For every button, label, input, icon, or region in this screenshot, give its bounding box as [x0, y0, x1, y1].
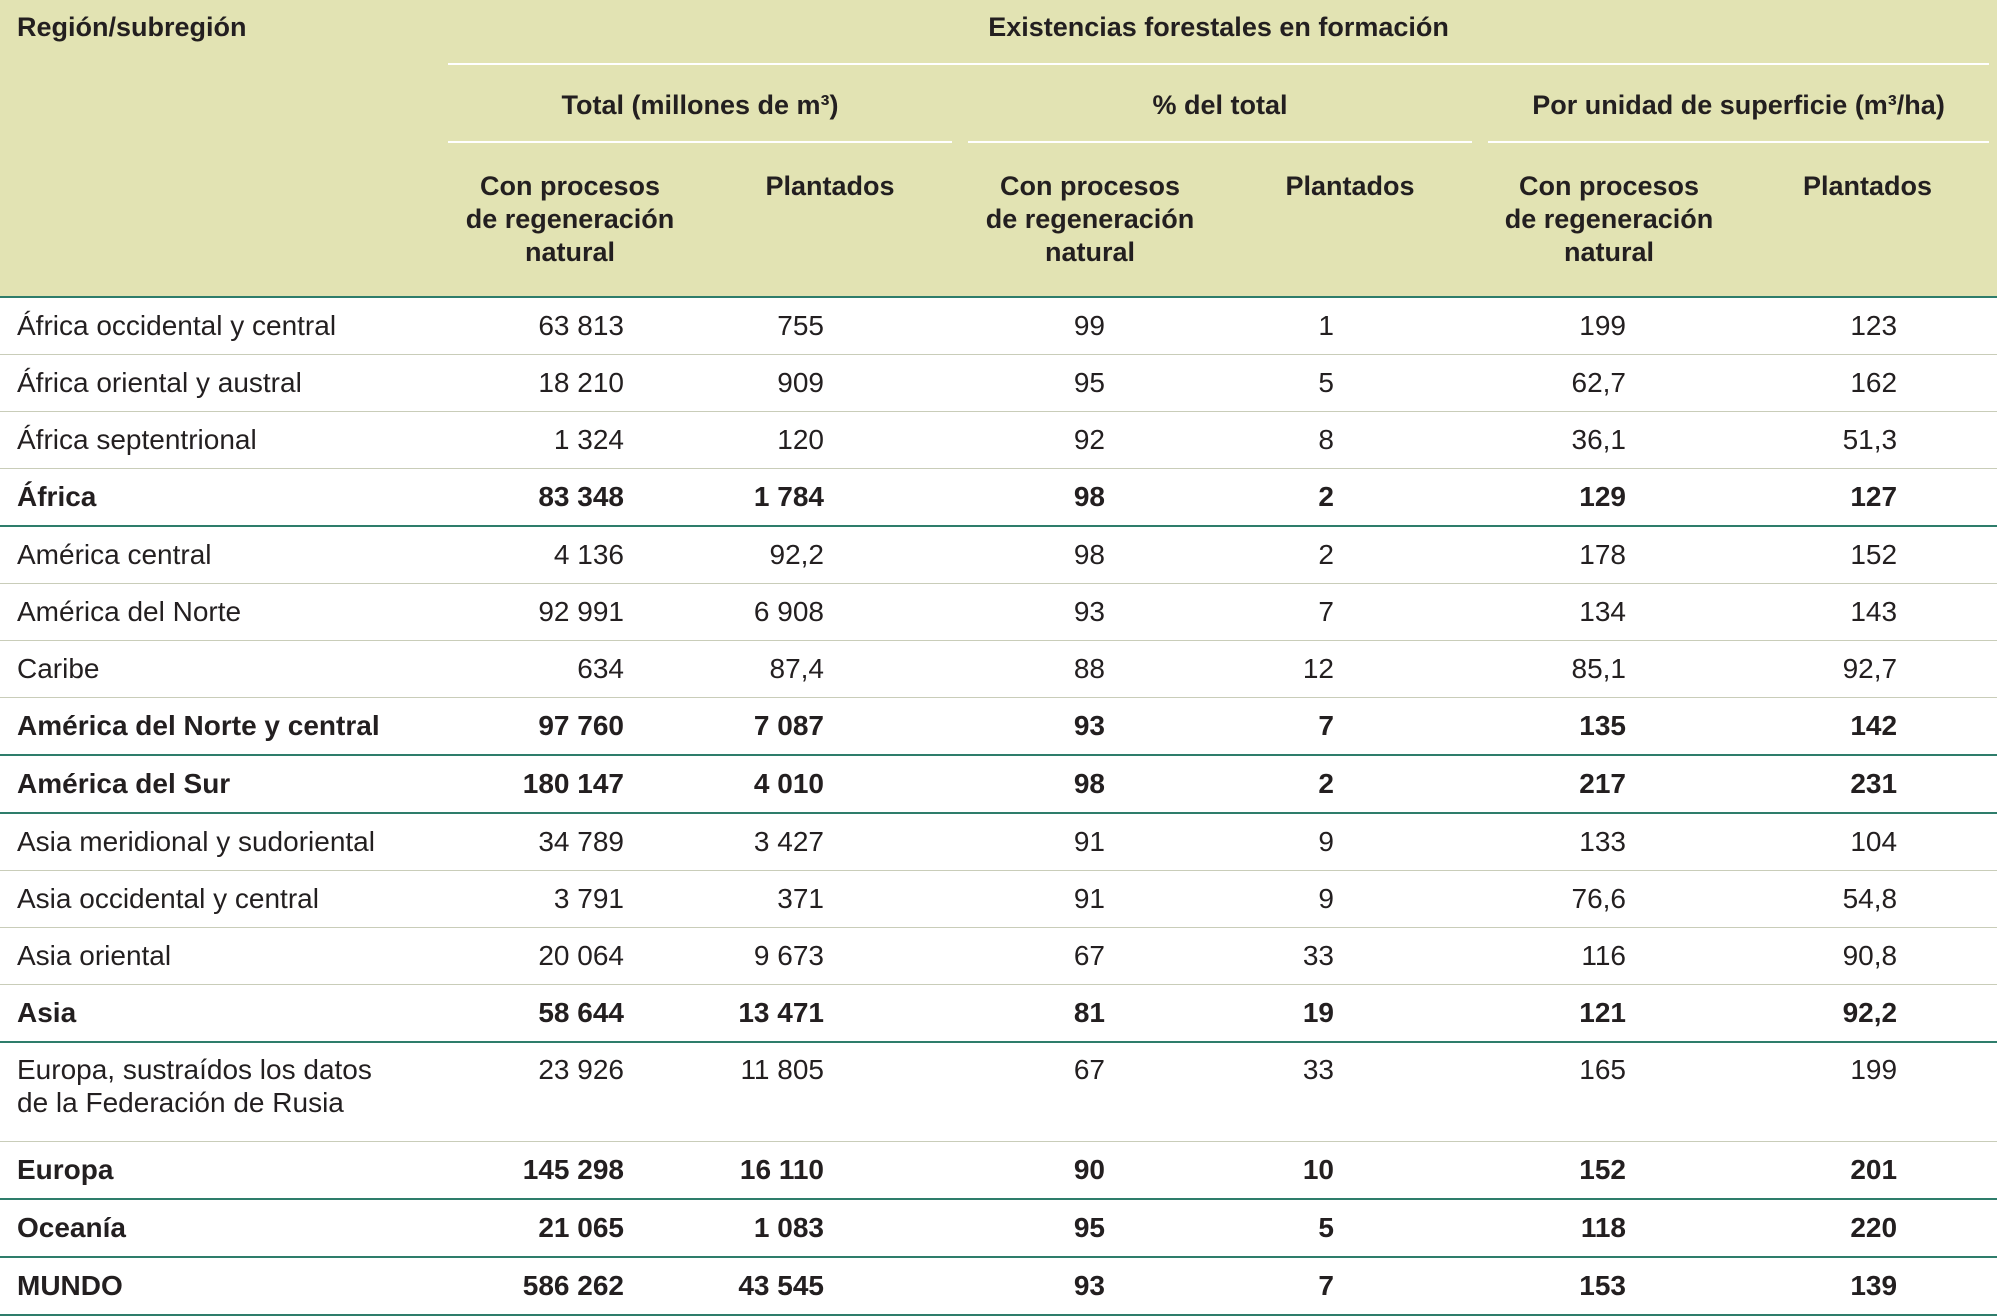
total-planted-cell: 16 110 [700, 1142, 960, 1200]
perha-planted-cell: 231 [1738, 755, 1997, 813]
total-planted-cell: 87,4 [700, 641, 960, 698]
subgroup-total-label: Total (millones de m³) [448, 90, 952, 143]
table-row [0, 355, 1997, 412]
perha-natural-cell: 199 [1480, 297, 1738, 355]
perha-natural-cell: 165 [1480, 1042, 1738, 1142]
pct-natural-cell: 99 [960, 297, 1220, 355]
total-row [0, 698, 1997, 756]
perha-planted-cell: 143 [1738, 584, 1997, 641]
pct-planted-cell: 9 [1220, 813, 1480, 871]
total-natural-cell: 18 210 [440, 355, 700, 412]
pct-planted-cell: 2 [1220, 526, 1480, 584]
subgroup-percent-label: % del total [968, 90, 1472, 143]
total-planted-cell: 1 083 [700, 1199, 960, 1257]
perha-planted-cell: 104 [1738, 813, 1997, 871]
pct-planted-cell: 5 [1220, 1199, 1480, 1257]
subgroup-per-hectare-label: Por unidad de superficie (m³/ha) [1488, 90, 1989, 143]
subgroup-per-hectare [1480, 76, 1997, 154]
perha-natural-cell: 217 [1480, 755, 1738, 813]
pct-natural-cell: 67 [960, 1042, 1220, 1142]
col-header-natural: Con procesos de regeneración natural [960, 154, 1220, 297]
pct-natural-cell: 95 [960, 1199, 1220, 1257]
pct-planted-cell: 19 [1220, 985, 1480, 1043]
region-name: Caribe [0, 641, 440, 698]
group-header [440, 0, 1997, 76]
pct-planted-cell: 8 [1220, 412, 1480, 469]
group-header-label: Existencias forestales en formación [448, 12, 1989, 65]
pct-planted-cell: 2 [1220, 469, 1480, 527]
region-name: América central [0, 526, 440, 584]
perha-planted-cell: 139 [1738, 1257, 1997, 1315]
table-row [0, 641, 1997, 698]
region-name: Asia occidental y central [0, 871, 440, 928]
perha-natural-cell: 133 [1480, 813, 1738, 871]
perha-planted-cell: 199 [1738, 1042, 1997, 1142]
pct-planted-cell: 33 [1220, 928, 1480, 985]
pct-planted-cell: 9 [1220, 871, 1480, 928]
perha-planted-cell: 162 [1738, 355, 1997, 412]
total-planted-cell: 9 673 [700, 928, 960, 985]
perha-planted-cell: 220 [1738, 1199, 1997, 1257]
total-natural-cell: 21 065 [440, 1199, 700, 1257]
pct-natural-cell: 90 [960, 1142, 1220, 1200]
region-name: América del Norte y central [0, 698, 440, 756]
table-body [0, 297, 1997, 1315]
perha-planted-cell: 54,8 [1738, 871, 1997, 928]
perha-natural-cell: 62,7 [1480, 355, 1738, 412]
total-planted-cell: 6 908 [700, 584, 960, 641]
perha-natural-cell: 152 [1480, 1142, 1738, 1200]
subgroup-total [440, 76, 960, 154]
region-name: África [0, 469, 440, 527]
table-row [0, 928, 1997, 985]
total-natural-cell: 63 813 [440, 297, 700, 355]
pct-natural-cell: 92 [960, 412, 1220, 469]
total-row [0, 1257, 1997, 1315]
region-name: Oceanía [0, 1199, 440, 1257]
header-spacer [0, 76, 440, 154]
pct-planted-cell: 2 [1220, 755, 1480, 813]
total-natural-cell: 20 064 [440, 928, 700, 985]
perha-natural-cell: 85,1 [1480, 641, 1738, 698]
region-name: África occidental y central [0, 297, 440, 355]
pct-planted-cell: 7 [1220, 584, 1480, 641]
pct-planted-cell: 10 [1220, 1142, 1480, 1200]
total-planted-cell: 3 427 [700, 813, 960, 871]
perha-planted-cell: 92,2 [1738, 985, 1997, 1043]
total-planted-cell: 909 [700, 355, 960, 412]
pct-natural-cell: 98 [960, 469, 1220, 527]
perha-natural-cell: 153 [1480, 1257, 1738, 1315]
pct-natural-cell: 98 [960, 526, 1220, 584]
perha-planted-cell: 142 [1738, 698, 1997, 756]
total-natural-cell: 180 147 [440, 755, 700, 813]
perha-natural-cell: 178 [1480, 526, 1738, 584]
perha-natural-cell: 121 [1480, 985, 1738, 1043]
pct-natural-cell: 67 [960, 928, 1220, 985]
table-row [0, 297, 1997, 355]
total-row [0, 469, 1997, 527]
pct-natural-cell: 88 [960, 641, 1220, 698]
pct-natural-cell: 91 [960, 871, 1220, 928]
pct-planted-cell: 33 [1220, 1042, 1480, 1142]
table-row [0, 1042, 1997, 1142]
pct-natural-cell: 93 [960, 698, 1220, 756]
pct-natural-cell: 95 [960, 355, 1220, 412]
total-planted-cell: 92,2 [700, 526, 960, 584]
pct-planted-cell: 7 [1220, 698, 1480, 756]
total-natural-cell: 3 791 [440, 871, 700, 928]
perha-natural-cell: 135 [1480, 698, 1738, 756]
pct-natural-cell: 98 [960, 755, 1220, 813]
total-natural-cell: 34 789 [440, 813, 700, 871]
pct-natural-cell: 91 [960, 813, 1220, 871]
region-name: Europa [0, 1142, 440, 1200]
total-planted-cell: 371 [700, 871, 960, 928]
perha-planted-cell: 152 [1738, 526, 1997, 584]
pct-planted-cell: 1 [1220, 297, 1480, 355]
region-name: Asia [0, 985, 440, 1043]
perha-natural-cell: 134 [1480, 584, 1738, 641]
region-name: Europa, sustraídos los datos de la Federación de Rusia [0, 1042, 440, 1142]
region-name: Asia meridional y sudoriental [0, 813, 440, 871]
total-planted-cell: 120 [700, 412, 960, 469]
perha-planted-cell: 51,3 [1738, 412, 1997, 469]
header-spacer [0, 154, 440, 297]
total-natural-cell: 97 760 [440, 698, 700, 756]
total-row [0, 1199, 1997, 1257]
perha-planted-cell: 90,8 [1738, 928, 1997, 985]
total-natural-cell: 83 348 [440, 469, 700, 527]
col-header-natural: Con procesos de regeneración natural [1480, 154, 1738, 297]
perha-planted-cell: 123 [1738, 297, 1997, 355]
total-natural-cell: 586 262 [440, 1257, 700, 1315]
perha-planted-cell: 127 [1738, 469, 1997, 527]
total-natural-cell: 145 298 [440, 1142, 700, 1200]
pct-natural-cell: 93 [960, 584, 1220, 641]
total-natural-cell: 634 [440, 641, 700, 698]
total-planted-cell: 4 010 [700, 755, 960, 813]
table-row [0, 526, 1997, 584]
region-name: América del Sur [0, 755, 440, 813]
subgroup-percent [960, 76, 1480, 154]
total-planted-cell: 755 [700, 297, 960, 355]
pct-planted-cell: 5 [1220, 355, 1480, 412]
total-natural-cell: 1 324 [440, 412, 700, 469]
perha-natural-cell: 76,6 [1480, 871, 1738, 928]
pct-natural-cell: 81 [960, 985, 1220, 1043]
pct-natural-cell: 93 [960, 1257, 1220, 1315]
total-natural-cell: 23 926 [440, 1042, 700, 1142]
region-name: América del Norte [0, 584, 440, 641]
table-row [0, 871, 1997, 928]
region-name: África septentrional [0, 412, 440, 469]
col-header-planted: Plantados [1220, 154, 1480, 297]
region-column-header: Región/subregión [0, 0, 440, 76]
total-row [0, 1142, 1997, 1200]
table-row [0, 412, 1997, 469]
pct-planted-cell: 7 [1220, 1257, 1480, 1315]
perha-natural-cell: 129 [1480, 469, 1738, 527]
region-name: Asia oriental [0, 928, 440, 985]
perha-planted-cell: 201 [1738, 1142, 1997, 1200]
total-natural-cell: 58 644 [440, 985, 700, 1043]
perha-natural-cell: 36,1 [1480, 412, 1738, 469]
total-row [0, 985, 1997, 1043]
total-row [0, 755, 1997, 813]
table-header [0, 0, 1997, 297]
total-natural-cell: 4 136 [440, 526, 700, 584]
perha-natural-cell: 118 [1480, 1199, 1738, 1257]
total-planted-cell: 13 471 [700, 985, 960, 1043]
total-planted-cell: 43 545 [700, 1257, 960, 1315]
total-planted-cell: 7 087 [700, 698, 960, 756]
pct-planted-cell: 12 [1220, 641, 1480, 698]
perha-planted-cell: 92,7 [1738, 641, 1997, 698]
total-planted-cell: 1 784 [700, 469, 960, 527]
table-row [0, 813, 1997, 871]
total-natural-cell: 92 991 [440, 584, 700, 641]
col-header-planted: Plantados [700, 154, 960, 297]
region-name: MUNDO [0, 1257, 440, 1315]
region-name: África oriental y austral [0, 355, 440, 412]
col-header-planted: Plantados [1738, 154, 1997, 297]
perha-natural-cell: 116 [1480, 928, 1738, 985]
col-header-natural: Con procesos de regeneración natural [440, 154, 700, 297]
total-planted-cell: 11 805 [700, 1042, 960, 1142]
table-row [0, 584, 1997, 641]
